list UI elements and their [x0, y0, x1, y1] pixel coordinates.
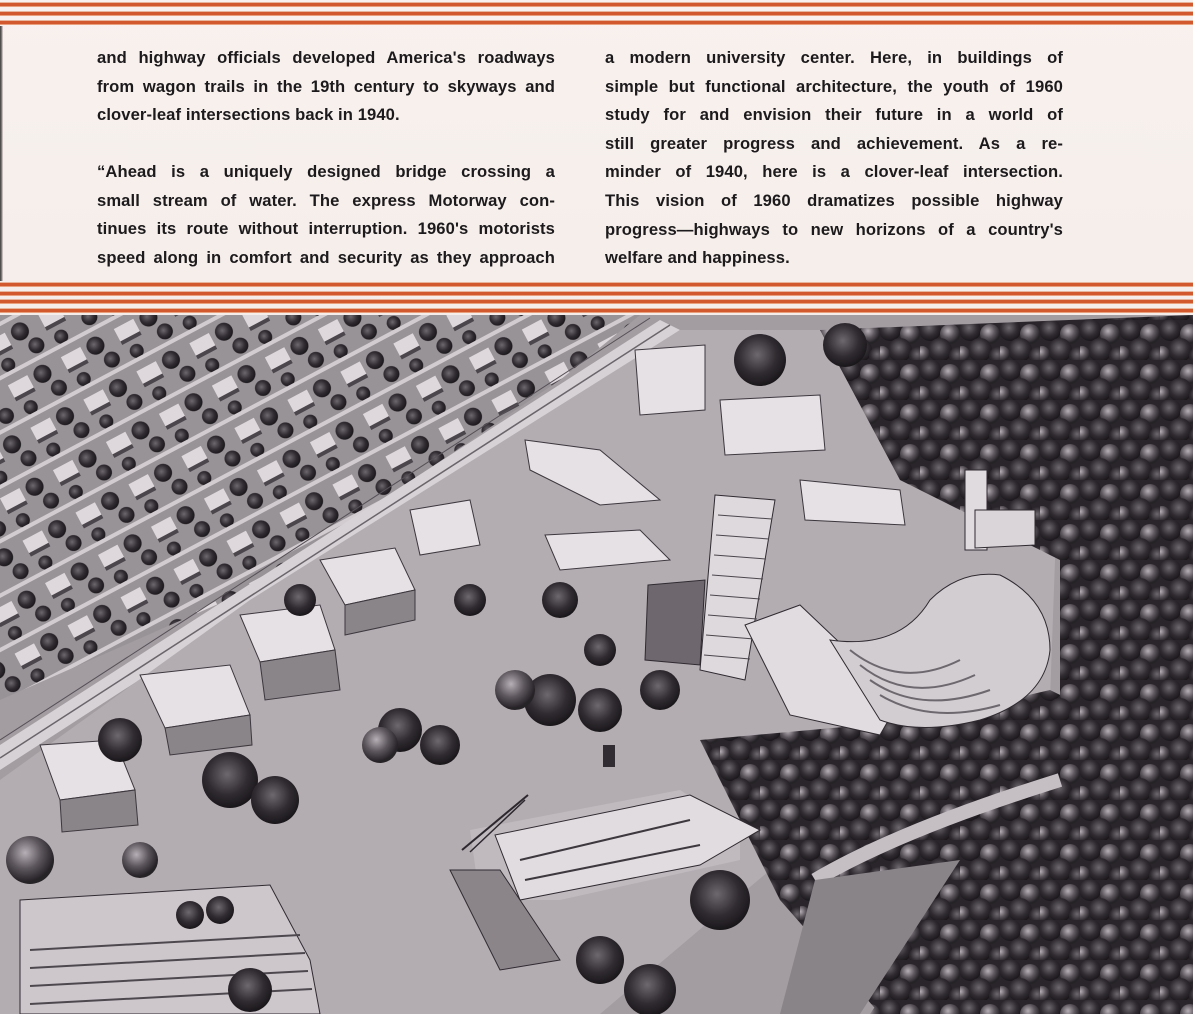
text-line: speed along in comfort and security as they approach — [97, 247, 555, 267]
text-line: study for and envision their future in a world of — [605, 105, 1063, 125]
brochure-page-text-area — [0, 0, 1193, 315]
bottom-stripe-4 — [0, 309, 1193, 312]
text-column-left — [97, 44, 555, 273]
bottom-stripe-3 — [0, 300, 1193, 303]
text-line: progress—highways to new horizons of a country's — [605, 219, 1063, 239]
text-line: simple but functional architecture, the youth of 1960 — [605, 76, 1063, 96]
text-line: “Ahead is a uniquely designed bridge crossing a — [97, 162, 555, 182]
text-line: tinues its route without interruption. 1960's motorists — [97, 219, 555, 239]
top-stripe-1 — [0, 3, 1193, 6]
text-line: from wagon trails in the 19th century to skyways and — [97, 76, 555, 96]
bottom-stripe-2 — [0, 292, 1193, 295]
text-line: small stream of water. The express Motorway con- — [97, 190, 555, 210]
text-line: This vision of 1960 dramatizes possible highway — [605, 190, 1063, 210]
bottom-stripe-1 — [0, 283, 1193, 286]
text-line: minder of 1940, here is a clover-leaf intersection. — [605, 162, 1063, 182]
page-edge-shadow — [0, 26, 3, 281]
aerial-photo-illustration — [0, 315, 1193, 1014]
text-line: welfare and happiness. — [605, 248, 790, 268]
aerial-photo-university-center — [0, 315, 1193, 1014]
top-stripe-3 — [0, 21, 1193, 24]
text-line: a modern university center. Here, in buildings of — [605, 48, 1063, 67]
paragraph-gap — [97, 130, 555, 158]
text-line: and highway officials developed America's roadways — [97, 48, 555, 67]
top-stripe-2 — [0, 12, 1193, 15]
text-line: still greater progress and achievement. As a re- — [605, 133, 1063, 153]
text-column-right — [605, 44, 1063, 273]
text-line: clover-leaf intersections back in 1940. — [97, 105, 400, 125]
